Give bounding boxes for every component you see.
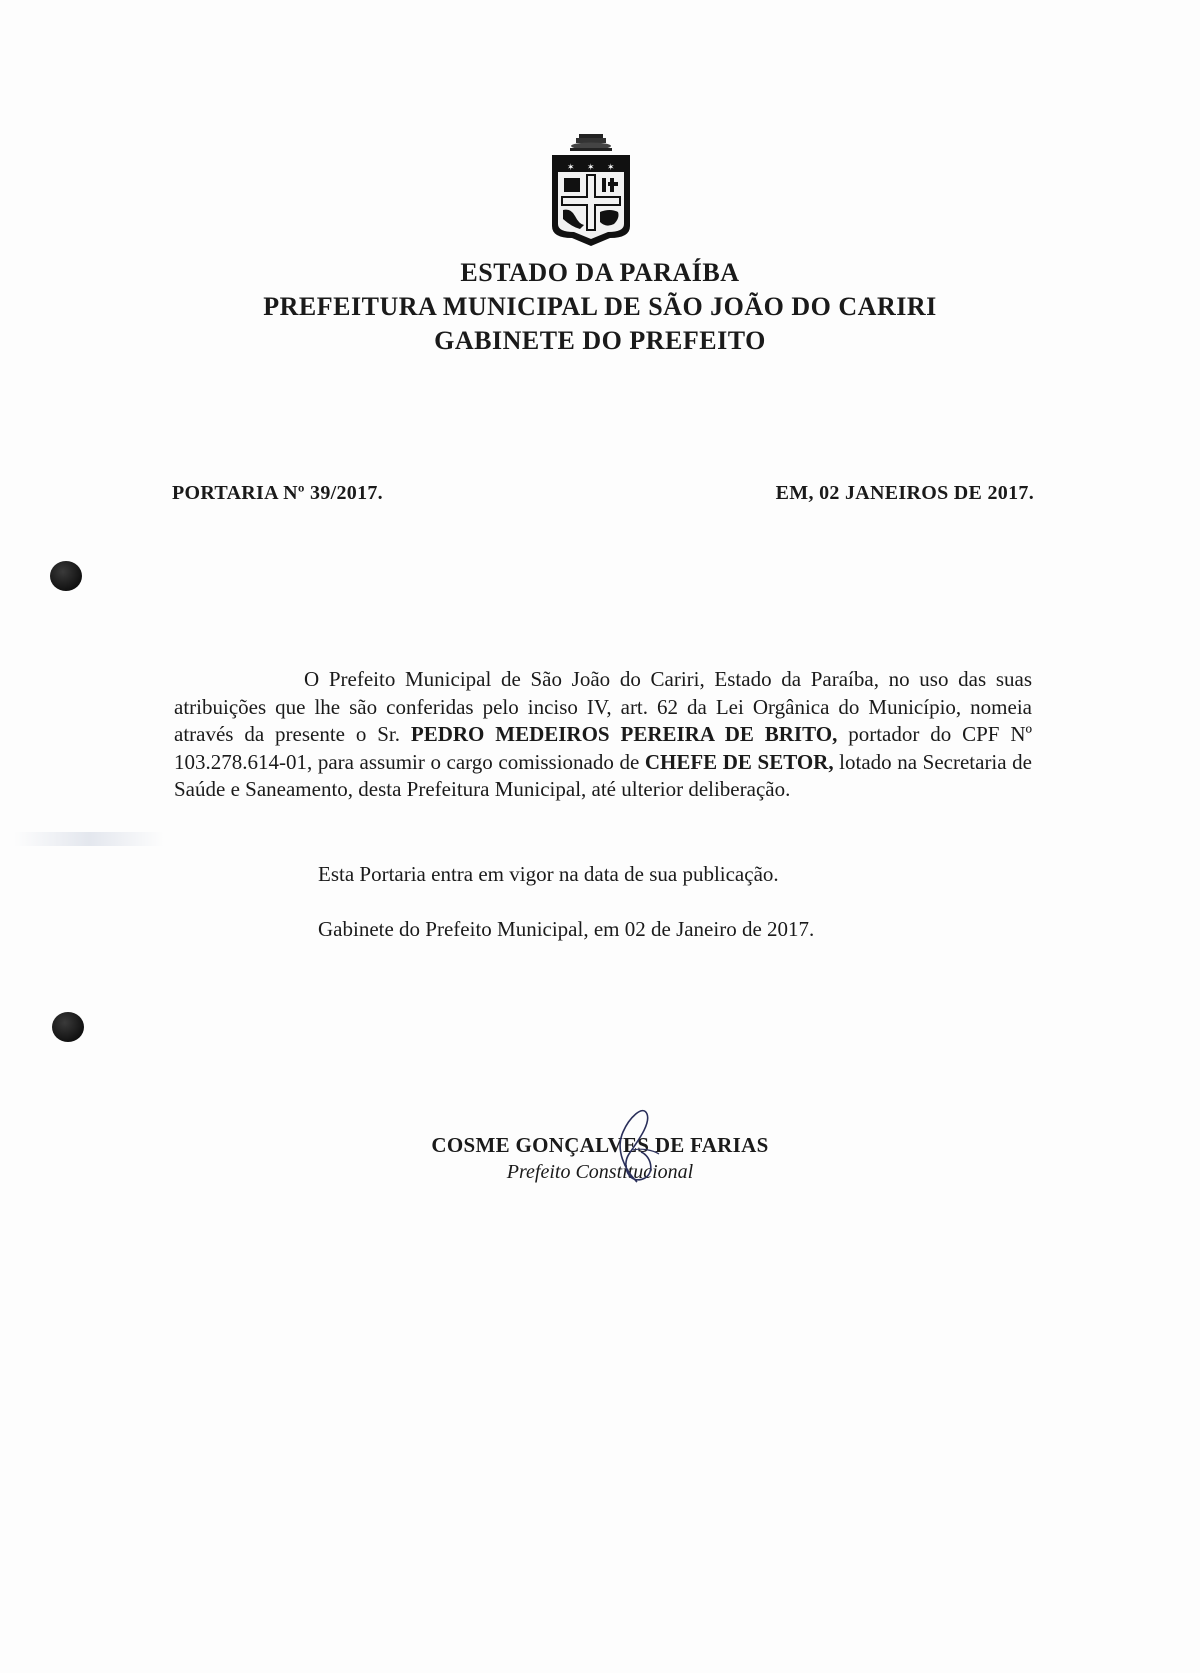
main-paragraph — [174, 666, 1032, 804]
signatory-title: Prefeito Constitucional — [506, 1161, 694, 1183]
issuance-clause: Gabinete do Prefeito Municipal, em 02 de Janeiro de 2017. — [318, 917, 815, 941]
municipality-name: PREFEITURA MUNICIPAL DE SÃO JOÃO DO CARIRI — [263, 292, 937, 321]
punch-hole-top — [50, 561, 82, 591]
portaria-date: EM, 02 JANEIROS DE 2017. — [775, 482, 1034, 504]
coat-of-arms-icon — [548, 134, 634, 250]
punch-hole-bottom — [52, 1012, 84, 1042]
paragraph-text-a: O Prefeito Municipal de São João do Cariri, Estado da Paraíba, no uso das suas atribuições que lhe são conferidas pelo inciso IV, art. 62 da Lei Orgânica do Município, nomeia através da presente o Sr. — [174, 667, 1032, 746]
svg-text:✶: ✶ — [567, 163, 575, 173]
position-title: CHEFE DE SETOR, — [644, 749, 834, 774]
signatory-name: COSME GONÇALVES DE FARIAS — [431, 1133, 769, 1157]
office-name: GABINETE DO PREFEITO — [434, 326, 766, 355]
portaria-number: PORTARIA Nº 39/2017. — [172, 482, 383, 504]
svg-text:✶: ✶ — [607, 163, 615, 173]
appointee-name: PEDRO MEDEIROS PEREIRA DE BRITO, — [410, 722, 838, 746]
paragraph-text-c: lotado na Secretaria de Saúde e Saneamento, desta Prefeitura Municipal, até ulterior deliberação. — [174, 749, 1032, 801]
letterhead — [0, 256, 1200, 358]
scan-smudge — [14, 832, 164, 846]
paragraph-text-b: portador do CPF Nº 103.278.614-01, para assumir o cargo comissionado de — [174, 722, 1033, 774]
handwritten-signature — [585, 1090, 695, 1200]
effective-clause: Esta Portaria entra em vigor na data de sua publicação. — [318, 862, 779, 886]
svg-text:✶: ✶ — [587, 163, 595, 173]
state-name: ESTADO DA PARAÍBA — [460, 258, 740, 287]
